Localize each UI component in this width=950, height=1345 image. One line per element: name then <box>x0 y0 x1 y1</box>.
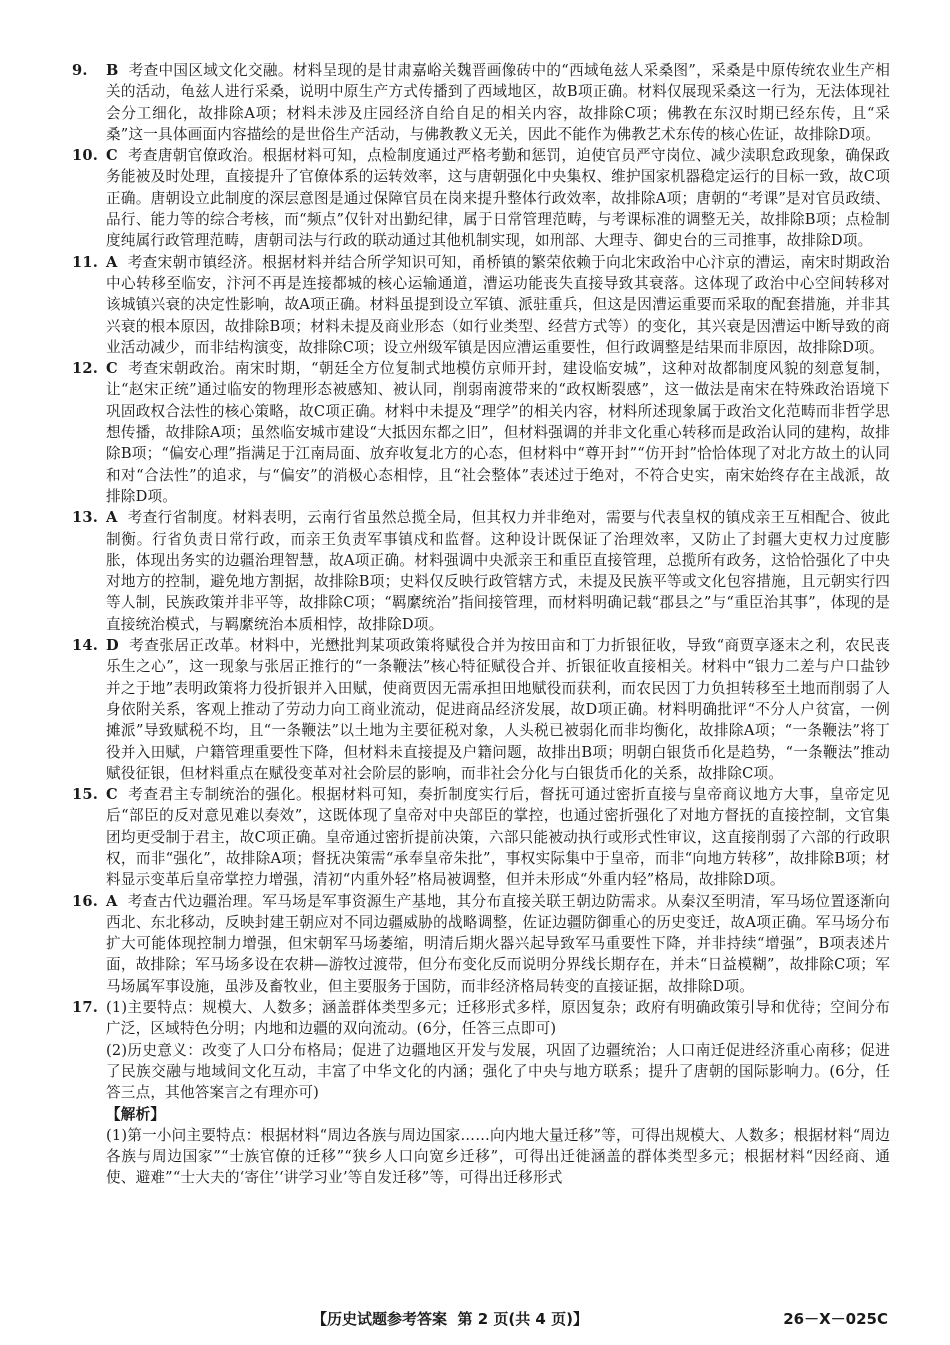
footer-page-number: 第 2 页(共 4 页)】 <box>457 1310 588 1328</box>
question-number: 15. <box>72 786 98 804</box>
question-explanation: 考查古代边疆治理。军马场是军事资源生产基地，其分布直接关联王朝边防需求。从秦汉至明清，军马场位置逐渐向西北、东北移动，反映封建王朝应对不同边疆威胁的战略调整，佐证边疆防御重心的历史变迁，故A项正确。军马场分布扩大可能体现控制力增强，但宋朝军马场萎缩，明清后期火器兴起导致军马重要性下降，并非持续“增强”，B项表述片面，故排除；军马场多设在农耕—游牧过渡带，但分布变化反而说明分界线长期存在，并未“日益模糊”，故排除C项；军马场属军事设施，虽涉及畜牧业，但主要服务于国防，而非经济格局转变的直接证据，故排除D项。 <box>106 892 890 995</box>
question-number: 16. <box>72 892 98 910</box>
answer-letter: A <box>106 892 118 910</box>
question-explanation: 考查宋朝政治。南宋时期，“朝廷全方位复制式地模仿京师开封，建设临安城”，这种对故都制度风貌的刻意复制，让“赵宋正统”通过临安的物理形态被感知、被认同，削弱南渡带来的“政权断裂感”，这一做法是南宋在特殊政治语境下巩固政权合法性的核心策略，故C项正确。材料中未提及“理学”的相关内容，材料所述现象属于政治文化范畴而非哲学思想传播，故排除A项；虽然临安城市建设“大抵因东都之旧”，但材料强调的并非文化重心转移而是政治认同的建构，故排除B项；“偏安心理”指满足于江南局面、放弃收复北方的心态，但材料中“尊开封”“仿开封”恰恰体现了对北方故土的认同和对“合法性”的追求，与“偏安”的消极心态相悖，且“社会整体”表述过于绝对，不符合史实，南宋始终存在主战派，故排除D项。 <box>106 360 890 505</box>
answer-key-page <box>72 60 890 1189</box>
question-11 <box>72 252 890 358</box>
answer-letter: D <box>106 637 119 655</box>
question-number: 13. <box>72 509 98 527</box>
question-number: 12. <box>72 360 98 378</box>
question-17-analysis: (1)第一小问主要特点：根据材料“周边各族与周边国家……向内地大量迁移”等，可得出规模大、人数多；根据材料“周边各族与周边国家”“士族官僚的迁移”“狭乡人口向宽乡迁移”，可得出迁徙涵盖的群体类型多元；根据材料“因经商、通使、避难”“士大夫的‘寄住’‘讲学习业’等自发迁移”等，可得出迁移形式 <box>106 1126 890 1187</box>
question-number: 10. <box>72 147 98 165</box>
question-explanation: 考查行省制度。材料表明，云南行省虽然总揽全局，但其权力并非绝对，需要与代表皇权的镇戍亲王互相配合、彼此制衡。行省负责日常行政，而亲王负责军事镇戍和监督。这种设计既保证了治理效率，又防止了封疆大吏权力过度膨胀，体现出务实的边疆治理智慧，故A项正确。材料强调中央派亲王和重臣直接管理，总揽所有政务，这恰恰强化了中央对地方的控制，避免地方割据，故排除B项；史料仅反映行政管辖方式，未提及民族平等或文化包容措施，且元朝实行四等人制，民族政策并非平等，故排除C项；“羁縻统治”指间接管理，而材料明确记载“郡县之”与“重臣治其事”，体现的是直接统治模式，与羁縻统治本质相悖，故排除D项。 <box>106 509 890 633</box>
question-17-part-2: (2)历史意义：改变了人口分布格局；促进了边疆地区开发与发展，巩固了边疆统治；人口南迁促进经济重心南移；促进了民族交融与地域间文化互动，丰富了中华文化的内涵；强化了中央与地方联系；提升了唐朝的国际影响力。(6分，任答三点，其他答案言之有理亦可) <box>106 1041 890 1102</box>
question-explanation: 考查君主专制统治的强化。根据材料可知，奏折制度实行后，督抚可通过密折直接与皇帝商议地方大事，皇帝定见后“部臣的反对意见难以奏效”，这既体现了皇帝对中央部臣的掌控，也通过密折强化了对地方督抚的直接控制，文官集团均更受制于君主，故C项正确。皇帝通过密折提前决策，六部只能被动执行或形式性审议，这直接削弱了六部的行政职权，而非“强化”，故排除A项；督抚决策需“承奉皇帝朱批”，事权实际集中于皇帝，而非“向地方转移”，故排除B项；材料显示变革后皇帝掌控力增强，清初“内重外轻”格局被调整，但并未形成“外重内轻”格局，故排除D项。 <box>106 786 890 889</box>
answer-letter: C <box>106 360 118 378</box>
footer-doc-title: 【历史试题参考答案 <box>312 1310 448 1328</box>
question-number: 9. <box>72 62 88 79</box>
question-12 <box>72 358 890 507</box>
question-explanation: 考查唐朝官僚政治。根据材料可知，点检制度通过严格考勤和惩罚，迫使官员严守岗位、减少渎职怠政现象，确保政务能被及时处理，直接提升了官僚体系的运转效率，这与唐朝强化中央集权、维护国家机器稳定运行的目标一致，故C项正确。唐朝设立此制度的深层意图是通过保障官员在岗来提升整体行政效率，故排除A项；唐朝的“考课”是对官员政绩、品行、能力等的综合考核，而“频点”仅针对出勤纪律，属于日常管理范畴，与考课标准的调整无关，故排除B项；点检制度纯属行政管理范畴，唐朝司法与行政的联动通过其他机制实现，如刑部、大理寺、御史台的三司推事，故排除D项。 <box>106 147 890 250</box>
answer-letter: A <box>106 509 118 527</box>
question-number: 11. <box>72 253 98 271</box>
question-explanation: 考查宋朝市镇经济。根据材料并结合所学知识可知，甬桥镇的繁荣依赖于向北宋政治中心汴京的漕运，南宋时期政治中心转移至临安，汴河不再是连接都城的核心运输通道，漕运功能丧失直接导致其衰落。这体现了政治中心空间转移对该城镇兴衰的决定性影响，故A项正确。材料虽提到设立军镇、派驻重兵，但这是因漕运重要而采取的配套措施，并非其兴衰的根本原因，故排除B项；材料未提及商业形态（如行业类型、经营方式等）的变化，其兴衰是因漕运中断导致的商业活动减少，而非结构演变，故排除C项；设立州级军镇是因应漕运重要性，但行政调整是结果而非原因，故排除D项。 <box>106 253 890 356</box>
question-explanation: 考查张居正改革。材料中，光懋批判某项政策将赋役合并为按田亩和丁力折银征收，导致“商贾享逐末之利，农民丧乐生之心”，这一现象与张居正推行的“一条鞭法”核心特征赋役合并、折银征收直接相关。材料中“银力二差与户口盐钞并之于地”表明政策将力役折银并入田赋，使商贾因无需承担田地赋役而获利，而农民因丁力负担转移至土地而削弱了人身依附关系，客观上推动了劳动力向工商业流动，促进商品经济发展，故D项正确。材料明确批评“不分人户贫富，一例摊派”导致赋税不均，且“一条鞭法”以土地为主要征税对象，人头税已被弱化而非均衡化，故排除A项；“一条鞭法”将丁役并入田赋，户籍管理重要性下降，但材料未直接提及户籍问题，故排出B项；明朝白银货币化是趋势，“一条鞭法”推动赋役征银，但材料重点在赋役变革对社会阶层的影响，而非社会分化与白银货币化的关系，故排除C项。 <box>106 637 890 782</box>
answer-letter: A <box>106 253 118 271</box>
question-15 <box>72 784 890 890</box>
question-17 <box>72 997 890 1040</box>
question-9 <box>72 60 890 145</box>
question-14 <box>72 635 890 784</box>
question-17-part-1: (1)主要特点：规模大、人数多；涵盖群体类型多元；迁移形式多样，原因复杂；政府有明确政策引导和优待；空间分布广泛，区域特色分明；内地和边疆的双向流动。(6分，任答三点即可) <box>106 999 890 1038</box>
question-number: 14. <box>72 637 98 655</box>
answer-letter: C <box>106 147 118 165</box>
page-footer <box>0 1308 950 1332</box>
analysis-heading: 【解析】 <box>106 1105 166 1123</box>
footer-code: 26－X－025C <box>783 1310 888 1328</box>
question-10 <box>72 145 890 251</box>
question-number: 17. <box>72 999 98 1017</box>
footer-title <box>312 1308 588 1329</box>
question-explanation: 考查中国区域文化交融。材料呈现的是甘肃嘉峪关魏晋画像砖中的“西域龟兹人采桑图”，采桑是中原传统农业生产相关的活动，龟兹人进行采桑，说明中原生产方式传播到了西域地区，故B项正确。材料仅展现采桑这一行为，无法体现社会分工细化，故排除A项；材料未涉及庄园经济自给自足的相关内容，故排除C项；佛教在东汉时期已经东传，且“采桑”这一具体画面内容描绘的是世俗生产活动，与佛教教义无关，因此不能作为佛教艺术东传的核心佐证，故排除D项。 <box>106 62 890 143</box>
answer-letter: C <box>106 786 118 804</box>
question-13 <box>72 507 890 635</box>
answer-letter: B <box>106 62 119 79</box>
question-16 <box>72 891 890 997</box>
